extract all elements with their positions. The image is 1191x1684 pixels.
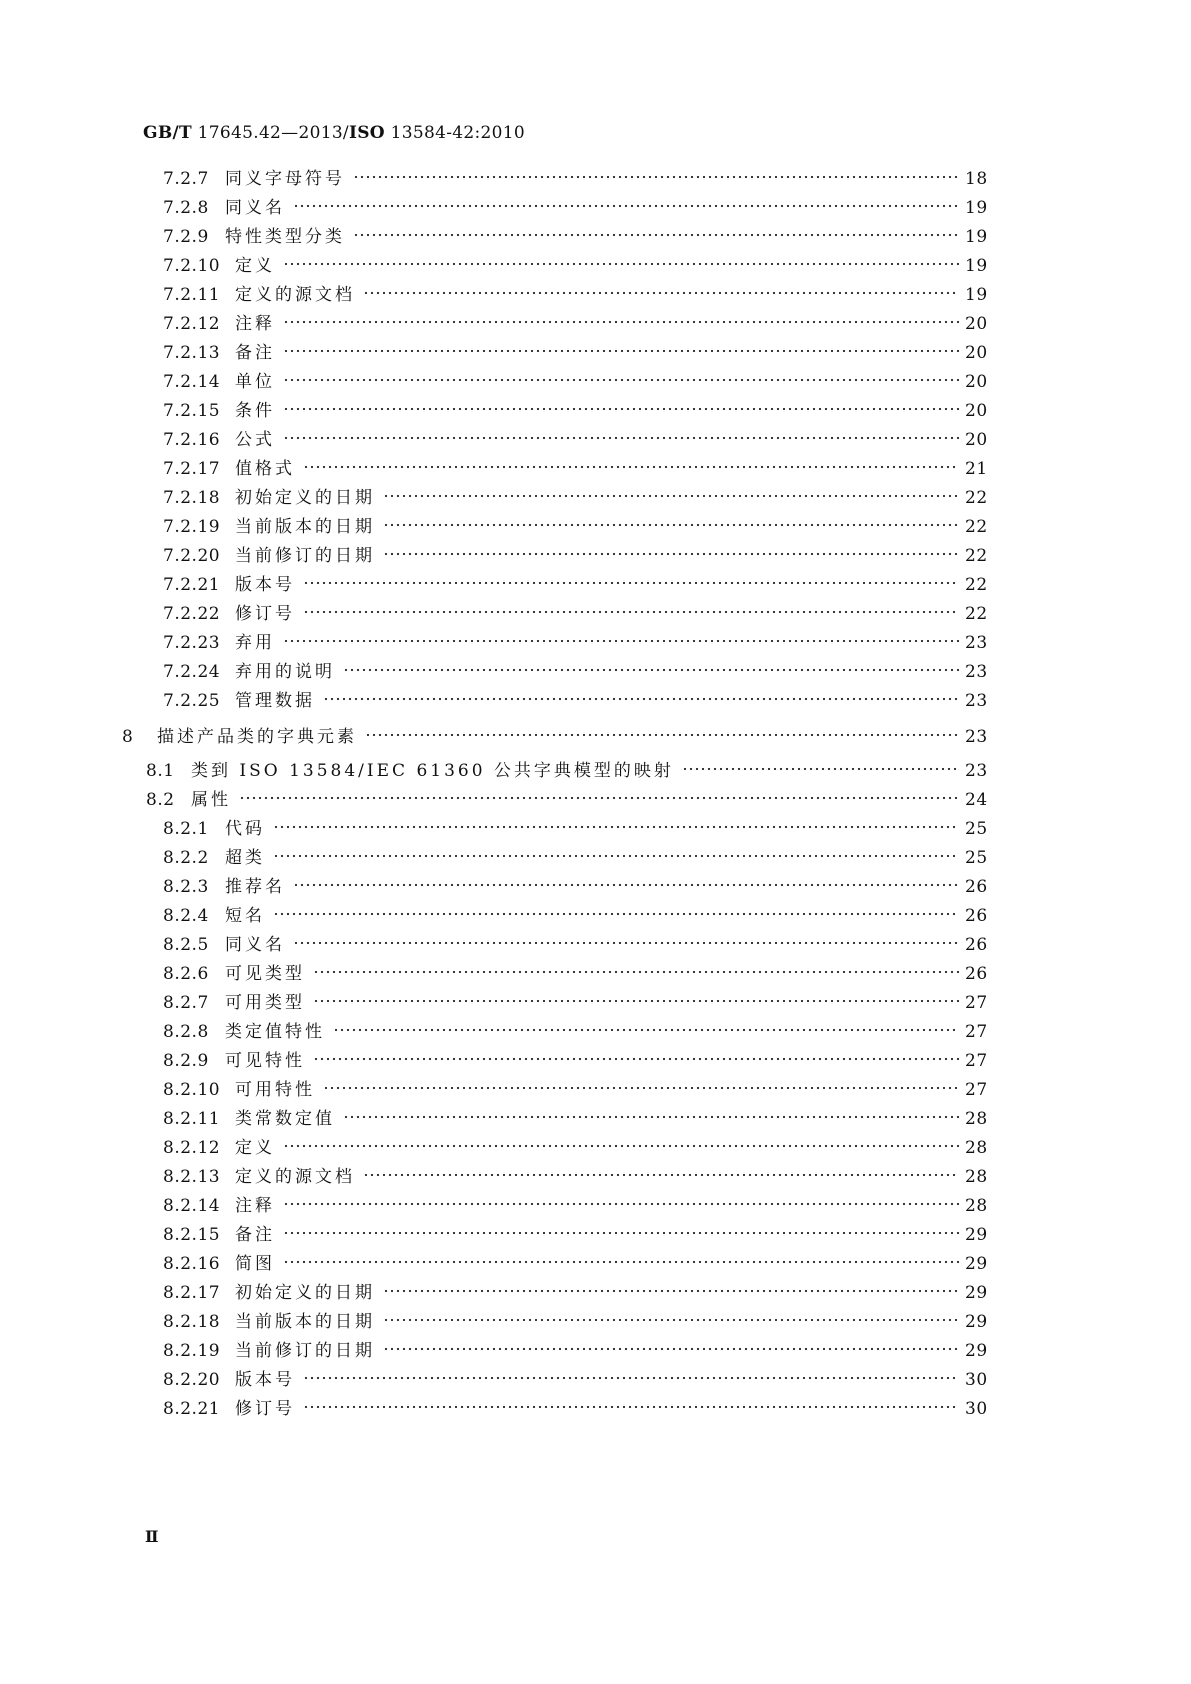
toc-entry-page: 19 bbox=[965, 227, 988, 247]
toc-dot-leader bbox=[303, 1375, 959, 1381]
toc-entry-number: 7.2.14 bbox=[163, 372, 221, 392]
toc-entry[interactable] bbox=[163, 341, 987, 365]
toc-entry-page: 30 bbox=[965, 1399, 988, 1419]
toc-entry[interactable] bbox=[163, 846, 987, 870]
toc-entry-number: 7.2.18 bbox=[163, 488, 221, 508]
toc-entry-page: 23 bbox=[965, 761, 988, 781]
toc-entry-title: 当前修订的日期 bbox=[235, 1341, 375, 1361]
toc-entry-number: 8.2.15 bbox=[163, 1225, 221, 1245]
toc-entry[interactable] bbox=[163, 933, 987, 957]
toc-entry-title: 类到 ISO 13584/IEC 61360 公共字典模型的映射 bbox=[191, 761, 674, 781]
toc-entry-page: 29 bbox=[965, 1283, 988, 1303]
toc-entry-title: 版本号 bbox=[235, 1370, 295, 1390]
page-number-footer: Ⅱ bbox=[145, 1527, 160, 1546]
toc-entry-page: 22 bbox=[965, 604, 988, 624]
toc-entry-page: 19 bbox=[965, 256, 988, 276]
toc-entry[interactable] bbox=[163, 428, 987, 452]
toc-entry-page: 22 bbox=[965, 517, 988, 537]
toc-dot-leader bbox=[293, 203, 959, 209]
toc-entry-number: 7.2.8 bbox=[163, 198, 209, 218]
toc-entry-title: 定义的源文档 bbox=[235, 1167, 355, 1187]
toc-entry-number: 7.2.7 bbox=[163, 169, 209, 189]
toc-entry-title: 同义字母符号 bbox=[225, 169, 345, 189]
toc-entry[interactable] bbox=[163, 370, 987, 394]
toc-dot-leader bbox=[283, 261, 959, 267]
toc-entry-number: 7.2.10 bbox=[163, 256, 221, 276]
toc-dot-leader bbox=[303, 464, 959, 470]
toc-entry[interactable] bbox=[163, 1078, 987, 1102]
iso-number: 13584-42:2010 bbox=[384, 123, 525, 143]
toc-entry-title: 定义 bbox=[235, 256, 275, 276]
toc-entry[interactable] bbox=[163, 689, 987, 713]
toc-dot-leader bbox=[313, 969, 959, 975]
toc-dot-leader bbox=[383, 1317, 959, 1323]
toc-dot-leader bbox=[283, 1143, 959, 1149]
toc-entry-page: 27 bbox=[965, 1080, 988, 1100]
toc-entry-page: 30 bbox=[965, 1370, 988, 1390]
toc-entry-number: 7.2.9 bbox=[163, 227, 209, 247]
toc-entry[interactable] bbox=[163, 1223, 987, 1247]
toc-entry-page: 28 bbox=[965, 1109, 988, 1129]
toc-entry-title: 单位 bbox=[235, 372, 275, 392]
toc-dot-leader bbox=[273, 853, 959, 859]
toc-entry-title: 值格式 bbox=[235, 459, 295, 479]
toc-dot-leader bbox=[383, 551, 959, 557]
toc-dot-leader bbox=[303, 609, 959, 615]
toc-entry-title: 属性 bbox=[191, 790, 231, 810]
toc-entry-title: 修订号 bbox=[235, 1399, 295, 1419]
toc-entry[interactable] bbox=[163, 573, 987, 597]
toc-dot-leader bbox=[239, 795, 959, 801]
toc-entry-title: 定义的源文档 bbox=[235, 285, 355, 305]
toc-entry-title: 特性类型分类 bbox=[225, 227, 345, 247]
toc-dot-leader bbox=[303, 1404, 959, 1410]
toc-entry-title: 推荐名 bbox=[225, 877, 285, 897]
toc-entry-number: 8.2 bbox=[146, 790, 175, 810]
toc-dot-leader bbox=[283, 1201, 959, 1207]
toc-entry-title: 类常数定值 bbox=[235, 1109, 335, 1129]
toc-entry-number: 7.2.16 bbox=[163, 430, 221, 450]
toc-entry-page: 29 bbox=[965, 1341, 988, 1361]
toc-entry-page: 22 bbox=[965, 575, 988, 595]
toc-entry-number: 8.2.7 bbox=[163, 993, 209, 1013]
iso-prefix: ISO bbox=[348, 123, 385, 143]
toc-entry[interactable] bbox=[163, 486, 987, 510]
toc-entry-number: 7.2.24 bbox=[163, 662, 221, 682]
toc-entry-page: 22 bbox=[965, 488, 988, 508]
toc-entry-title: 备注 bbox=[235, 1225, 275, 1245]
toc-dot-leader bbox=[333, 1027, 959, 1033]
toc-entry-number: 8.2.18 bbox=[163, 1312, 221, 1332]
toc-entry-title: 初始定义的日期 bbox=[235, 1283, 375, 1303]
toc-entry-title: 可见特性 bbox=[225, 1051, 305, 1071]
toc-entry-number: 8.2.19 bbox=[163, 1341, 221, 1361]
toc-dot-leader bbox=[293, 940, 959, 946]
toc-entry[interactable] bbox=[163, 1310, 987, 1334]
toc-dot-leader bbox=[283, 1230, 959, 1236]
toc-entry-number: 8.2.20 bbox=[163, 1370, 221, 1390]
toc-entry[interactable] bbox=[163, 544, 987, 568]
toc-entry[interactable] bbox=[163, 875, 987, 899]
toc-entry-page: 28 bbox=[965, 1167, 988, 1187]
toc-entry-number: 8.2.9 bbox=[163, 1051, 209, 1071]
toc-entry-number: 8.2.13 bbox=[163, 1167, 221, 1187]
toc-entry-page: 19 bbox=[965, 198, 988, 218]
toc-entry-page: 22 bbox=[965, 546, 988, 566]
toc-entry-page: 25 bbox=[965, 848, 988, 868]
toc-entry-title: 弃用 bbox=[235, 633, 275, 653]
toc-dot-leader bbox=[353, 232, 959, 238]
toc-entry-title: 注释 bbox=[235, 1196, 275, 1216]
toc-entry-number: 8.2.12 bbox=[163, 1138, 221, 1158]
toc-entry-title: 可用类型 bbox=[225, 993, 305, 1013]
standard-number: 17645.42—2013/ bbox=[191, 123, 349, 143]
toc-dot-leader bbox=[363, 290, 959, 296]
toc-entry[interactable] bbox=[163, 1252, 987, 1276]
toc-entry-page: 29 bbox=[965, 1254, 988, 1274]
toc-entry[interactable] bbox=[163, 515, 987, 539]
toc-entry[interactable] bbox=[163, 1165, 987, 1189]
toc-dot-leader bbox=[273, 824, 959, 830]
toc-entry-page: 28 bbox=[965, 1196, 988, 1216]
toc-entry-number: 8.2.14 bbox=[163, 1196, 221, 1216]
toc-entry-number: 7.2.23 bbox=[163, 633, 221, 653]
toc-entry-title: 短名 bbox=[225, 906, 265, 926]
toc-entry-page: 27 bbox=[965, 993, 988, 1013]
toc-entry-number: 8.2.3 bbox=[163, 877, 209, 897]
toc-entry-title: 可见类型 bbox=[225, 964, 305, 984]
toc-entry-page: 20 bbox=[965, 401, 988, 421]
toc-entry-number: 8.2.8 bbox=[163, 1022, 209, 1042]
toc-entry-title: 当前版本的日期 bbox=[235, 517, 375, 537]
toc-entry-page: 21 bbox=[965, 459, 988, 479]
toc-dot-leader bbox=[283, 348, 959, 354]
toc-entry-page: 20 bbox=[965, 372, 988, 392]
toc-dot-leader bbox=[283, 435, 959, 441]
toc-entry-page: 26 bbox=[965, 877, 988, 897]
toc-entry-title: 定义 bbox=[235, 1138, 275, 1158]
toc-entry-number: 8.2.11 bbox=[163, 1109, 221, 1129]
toc-entry-title: 描述产品类的字典元素 bbox=[157, 727, 357, 747]
toc-entry-number: 7.2.17 bbox=[163, 459, 221, 479]
toc-entry-number: 8.2.6 bbox=[163, 964, 209, 984]
toc-dot-leader bbox=[383, 1288, 959, 1294]
toc-entry[interactable] bbox=[163, 1136, 987, 1160]
toc-dot-leader bbox=[323, 1085, 959, 1091]
toc-entry-title: 超类 bbox=[225, 848, 265, 868]
toc-entry-title: 同义名 bbox=[225, 198, 285, 218]
toc-entry-page: 26 bbox=[965, 964, 988, 984]
toc-dot-leader bbox=[283, 319, 959, 325]
toc-entry-number: 7.2.11 bbox=[163, 285, 221, 305]
toc-entry-page: 26 bbox=[965, 935, 988, 955]
toc-entry-title: 当前版本的日期 bbox=[235, 1312, 375, 1332]
toc-entry[interactable] bbox=[163, 399, 987, 423]
toc-entry-page: 29 bbox=[965, 1312, 988, 1332]
standard-code-header bbox=[143, 123, 525, 143]
toc-dot-leader bbox=[682, 766, 959, 772]
toc-entry-page: 26 bbox=[965, 906, 988, 926]
toc-dot-leader bbox=[283, 377, 959, 383]
toc-entry[interactable] bbox=[163, 1020, 987, 1044]
toc-entry[interactable] bbox=[163, 1107, 987, 1131]
toc-entry-title: 弃用的说明 bbox=[235, 662, 335, 682]
toc-entry-title: 同义名 bbox=[225, 935, 285, 955]
toc-entry-number: 7.2.25 bbox=[163, 691, 221, 711]
toc-entry[interactable] bbox=[163, 1194, 987, 1218]
toc-entry[interactable] bbox=[163, 631, 987, 655]
toc-entry-title: 注释 bbox=[235, 314, 275, 334]
toc-dot-leader bbox=[365, 732, 959, 738]
toc-entry-number: 7.2.21 bbox=[163, 575, 221, 595]
toc-entry-title: 条件 bbox=[235, 401, 275, 421]
toc-entry-number: 8.2.5 bbox=[163, 935, 209, 955]
toc-entry-title: 版本号 bbox=[235, 575, 295, 595]
toc-dot-leader bbox=[383, 522, 959, 528]
toc-entry-page: 29 bbox=[965, 1225, 988, 1245]
toc-entry-page: 23 bbox=[965, 727, 988, 747]
toc-entry-title: 备注 bbox=[235, 343, 275, 363]
toc-entry-page: 23 bbox=[965, 633, 988, 653]
toc-entry[interactable] bbox=[146, 788, 987, 812]
toc-entry-number: 7.2.20 bbox=[163, 546, 221, 566]
standard-prefix: GB/T bbox=[143, 123, 192, 143]
toc-entry[interactable] bbox=[163, 254, 987, 278]
toc-entry-number: 7.2.13 bbox=[163, 343, 221, 363]
toc-dot-leader bbox=[283, 406, 959, 412]
toc-dot-leader bbox=[383, 1346, 959, 1352]
toc-dot-leader bbox=[283, 638, 959, 644]
toc-entry-title: 管理数据 bbox=[235, 691, 315, 711]
toc-entry[interactable] bbox=[163, 225, 987, 249]
toc-entry[interactable] bbox=[163, 312, 987, 336]
toc-entry-title: 初始定义的日期 bbox=[235, 488, 375, 508]
toc-entry[interactable] bbox=[163, 167, 987, 191]
toc-entry[interactable] bbox=[163, 991, 987, 1015]
toc-entry-page: 19 bbox=[965, 285, 988, 305]
toc-entry-page: 27 bbox=[965, 1022, 988, 1042]
toc-entry-page: 23 bbox=[965, 691, 988, 711]
toc-dot-leader bbox=[383, 493, 959, 499]
toc-entry-number: 7.2.19 bbox=[163, 517, 221, 537]
toc-dot-leader bbox=[313, 1056, 959, 1062]
toc-entry-page: 27 bbox=[965, 1051, 988, 1071]
toc-entry[interactable] bbox=[146, 759, 987, 783]
toc-entry[interactable] bbox=[163, 1368, 987, 1392]
toc-entry-number: 8.2.10 bbox=[163, 1080, 221, 1100]
toc-entry[interactable] bbox=[163, 904, 987, 928]
toc-entry-page: 18 bbox=[965, 169, 988, 189]
toc-entry-number: 7.2.12 bbox=[163, 314, 221, 334]
toc-entry-number: 7.2.15 bbox=[163, 401, 221, 421]
toc-entry-number: 8.1 bbox=[146, 761, 175, 781]
toc-dot-leader bbox=[293, 882, 959, 888]
toc-entry-title: 可用特性 bbox=[235, 1080, 315, 1100]
toc-entry-number: 8.2.2 bbox=[163, 848, 209, 868]
toc-entry-page: 20 bbox=[965, 430, 988, 450]
toc-entry-number: 8.2.21 bbox=[163, 1399, 221, 1419]
toc-entry-number: 8.2.16 bbox=[163, 1254, 221, 1274]
toc-entry-title: 公式 bbox=[235, 430, 275, 450]
toc-dot-leader bbox=[363, 1172, 959, 1178]
toc-entry-number: 8 bbox=[122, 727, 134, 747]
toc-dot-leader bbox=[343, 1114, 959, 1120]
toc-dot-leader bbox=[313, 998, 959, 1004]
toc-dot-leader bbox=[303, 580, 959, 586]
toc-entry[interactable] bbox=[163, 457, 987, 481]
toc-entry[interactable] bbox=[163, 283, 987, 307]
toc-entry-number: 8.2.17 bbox=[163, 1283, 221, 1303]
toc-dot-leader bbox=[323, 696, 959, 702]
toc-entry[interactable] bbox=[122, 725, 987, 749]
toc-entry-title: 当前修订的日期 bbox=[235, 546, 375, 566]
toc-entry-page: 20 bbox=[965, 343, 988, 363]
toc-entry-page: 24 bbox=[965, 790, 988, 810]
toc-entry-title: 类定值特性 bbox=[225, 1022, 325, 1042]
toc-entry-number: 7.2.22 bbox=[163, 604, 221, 624]
toc-entry-number: 8.2.1 bbox=[163, 819, 209, 839]
toc-entry[interactable] bbox=[163, 196, 987, 220]
toc-dot-leader bbox=[343, 667, 959, 673]
toc-entry-title: 修订号 bbox=[235, 604, 295, 624]
toc-entry[interactable] bbox=[163, 660, 987, 684]
toc-entry-page: 25 bbox=[965, 819, 988, 839]
toc-entry[interactable] bbox=[163, 1339, 987, 1363]
toc-entry[interactable] bbox=[163, 962, 987, 986]
toc-entry-title: 简图 bbox=[235, 1254, 275, 1274]
toc-entry-number: 8.2.4 bbox=[163, 906, 209, 926]
toc-entry-page: 20 bbox=[965, 314, 988, 334]
toc-entry[interactable] bbox=[163, 1281, 987, 1305]
toc-entry[interactable] bbox=[163, 602, 987, 626]
toc-entry-title: 代码 bbox=[225, 819, 265, 839]
toc-entry-page: 23 bbox=[965, 662, 988, 682]
toc-entry[interactable] bbox=[163, 1049, 987, 1073]
toc-entry-page: 28 bbox=[965, 1138, 988, 1158]
toc-dot-leader bbox=[283, 1259, 959, 1265]
toc-dot-leader bbox=[273, 911, 959, 917]
toc-entry[interactable] bbox=[163, 817, 987, 841]
toc-entry[interactable] bbox=[163, 1397, 987, 1421]
toc-dot-leader bbox=[353, 174, 959, 180]
